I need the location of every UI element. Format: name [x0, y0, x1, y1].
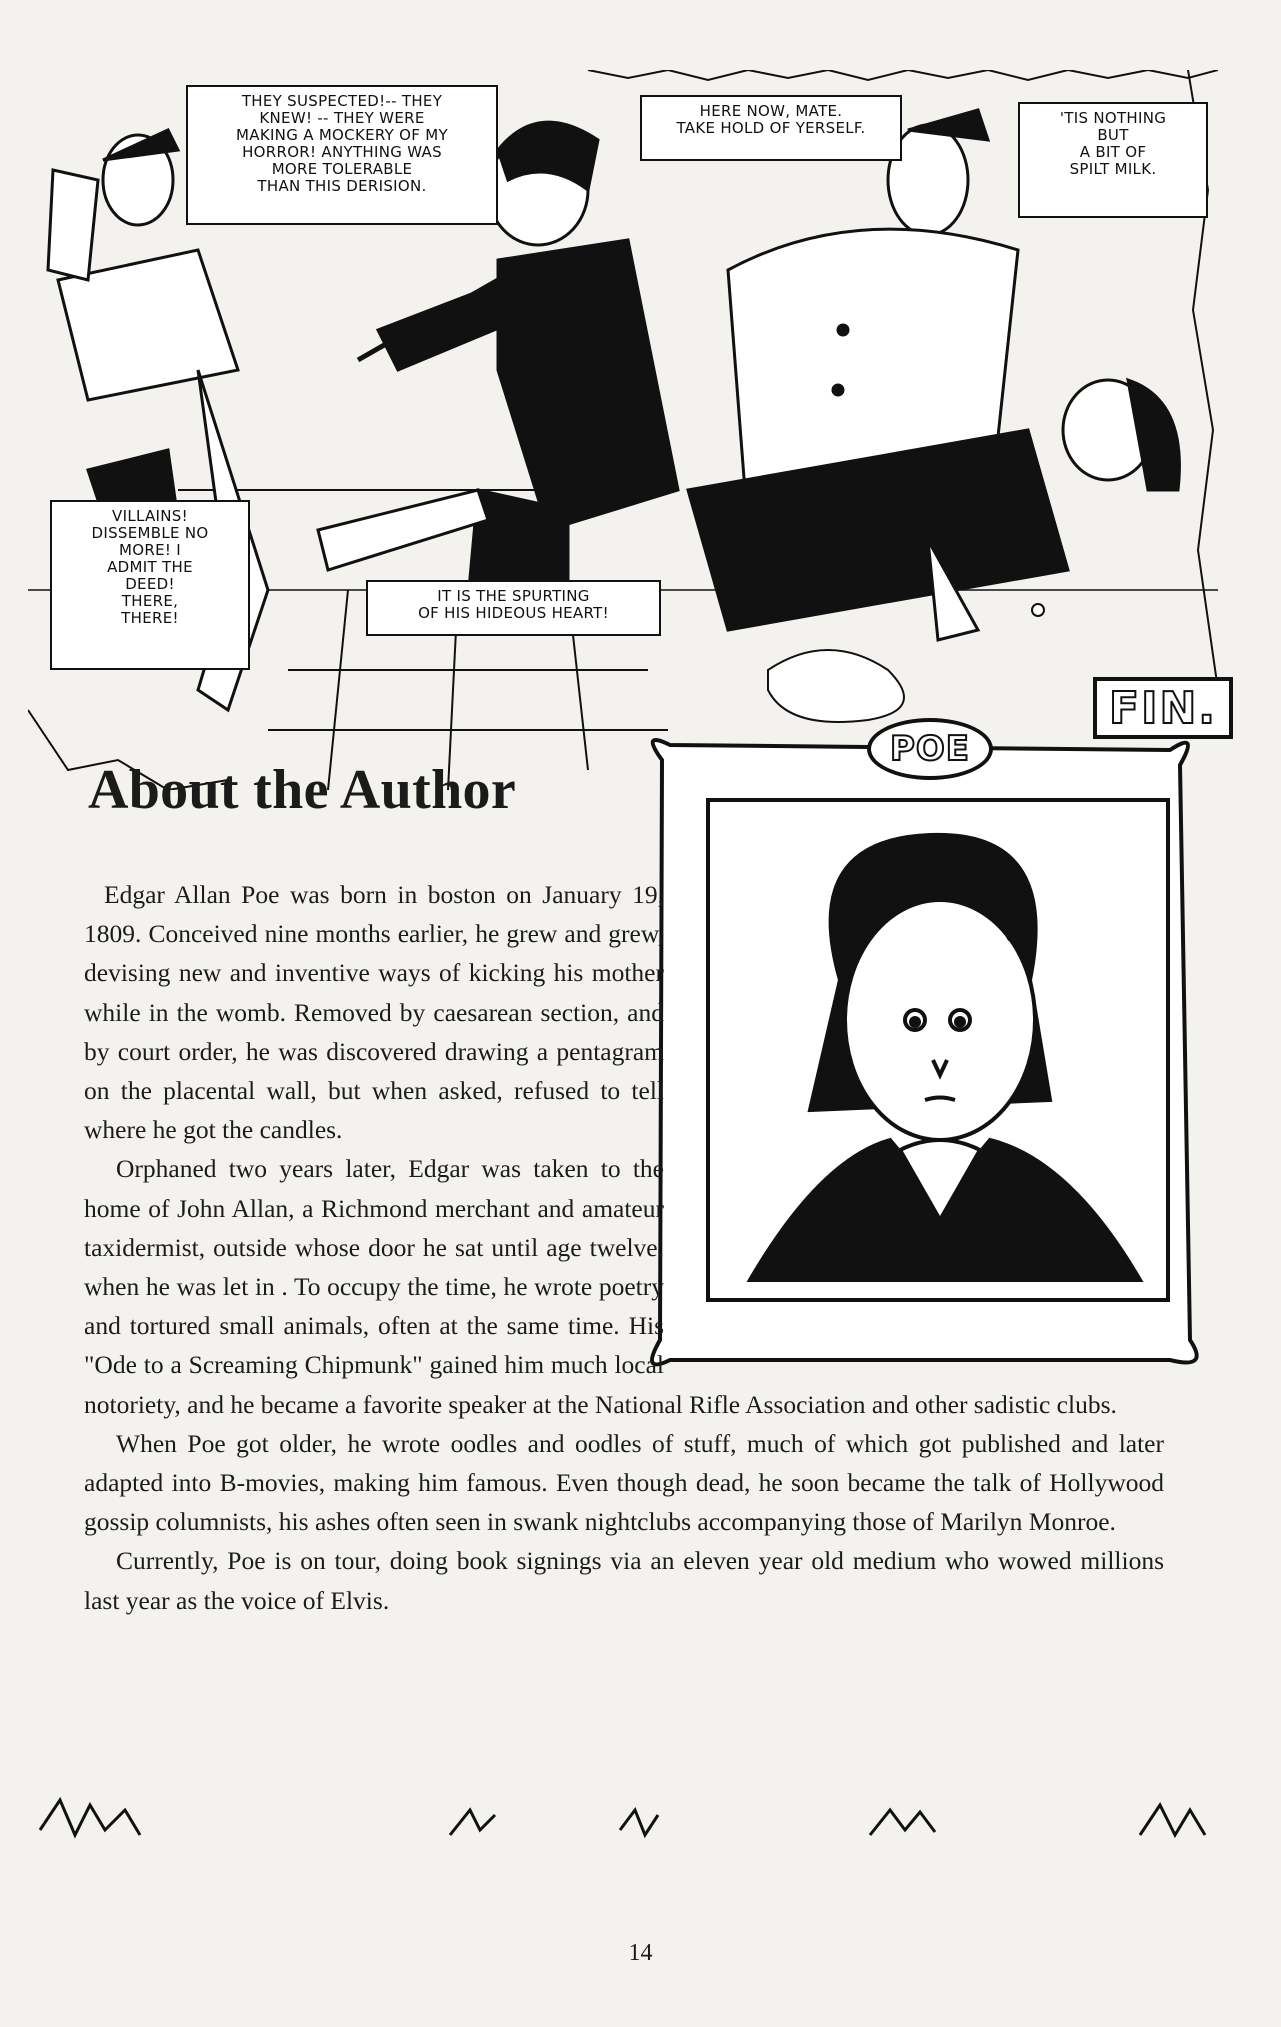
- poe-badge: POE: [867, 718, 993, 780]
- paragraph-currently: Currently, Poe is on tour, doing book signings via an eleven year old medium who wowed millions last year as the voice of Elvis.: [84, 1546, 1164, 1615]
- article-title: About the Author: [88, 759, 516, 821]
- speech-bubble-here-now: HERE NOW, MATE. TAKE HOLD OF YERSELF.: [640, 95, 902, 161]
- speech-bubble-nothing: 'TIS NOTHING BUT A BIT OF SPILT MILK.: [1018, 102, 1208, 218]
- spilt-milk: [768, 604, 1044, 722]
- speech-bubble-villains: VILLAINS! DISSEMBLE NO MORE! I ADMIT THE DEED! THERE, THERE!: [50, 500, 250, 670]
- paragraph-birth: Edgar Allan Poe was born in boston on January 19, 1809. Conceived nine months earlier, he grew and grew, devising new and inventive ways of kicking his mother while in the womb. Removed by caesarean section, and by court order, he was discovered drawing a pentagram on the placental wall, but when asked, refused to tell where he got the candles.: [84, 880, 664, 1145]
- decorative-scribbles: [30, 1790, 1230, 1850]
- paragraph-orphaned: Orphaned two years later, Edgar was taken to the home of John Allan, a Richmond merchant and amateur taxidermist, outside whose door he sat until age twelve, when he was let in . To occupy the time, he wrote poetry and tortured small animals, often at the same time. His "Ode to a Screaming Chipmunk" gained him much local notoriety, and he became a favorite speaker at the National Rifle Association and other sadistic clubs.: [84, 1154, 1117, 1419]
- page-number: 14: [628, 1940, 653, 1966]
- speech-bubble-suspected: THEY SUSPECTED!-- THEY KNEW! -- THEY WERE MAKING A MOCKERY OF MY HORROR! ANYTHING WAS MORE TOLERABLE THAN THIS DERISION.: [186, 85, 498, 225]
- article-body: [84, 875, 1164, 1620]
- fin-label: FIN.: [1093, 677, 1233, 739]
- speech-bubble-spurting: IT IS THE SPURTING OF HIS HIDEOUS HEART!: [366, 580, 661, 636]
- paragraph-later-life: When Poe got older, he wrote oodles and oodles of stuff, much of which got published and later adapted into B-movies, making him famous. Even though dead, he soon became the talk of Hollywood gossip columnists, his ashes often seen in swank nightclubs accompanying those of Marilyn Monroe.: [84, 1428, 1164, 1537]
- comic-panel: [28, 70, 1218, 790]
